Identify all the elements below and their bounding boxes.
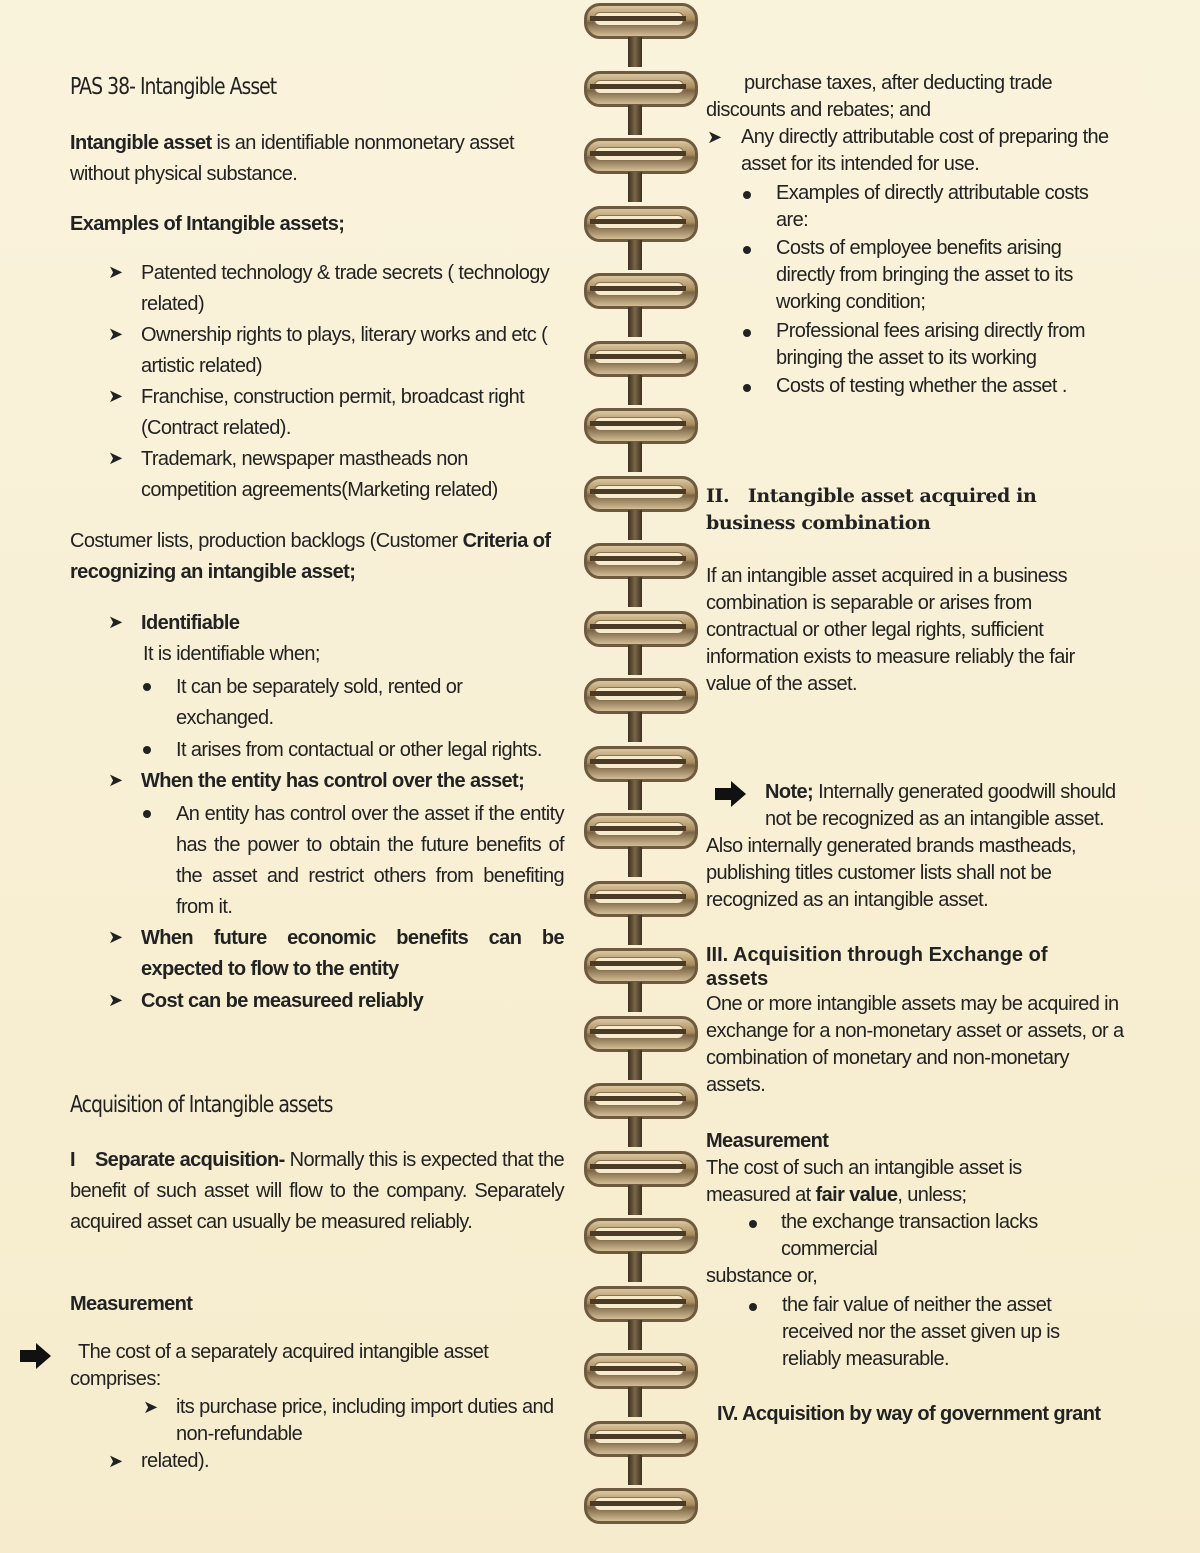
spiral-coil <box>584 813 696 847</box>
section-2-title: Intangible asset acquired in business combination <box>706 485 1037 534</box>
spiral-coil <box>584 611 696 645</box>
spiral-coil <box>584 1151 696 1185</box>
spiral-post <box>628 240 642 270</box>
section-number: II. <box>706 485 730 507</box>
measurement-text-a: The cost of such an intangible asset is measured at <box>706 1157 1022 1206</box>
spiral-coil <box>584 273 696 307</box>
list-item: Professional fees arising directly from bringing the asset to its working <box>776 320 1085 369</box>
spiral-post <box>628 510 642 540</box>
spiral-coil <box>584 3 696 37</box>
spiral-coil <box>584 206 696 240</box>
control-text: An entity has control over the asset if the entity has the power to obtain the future benefits of the asset and restrict others from benefiting from it. <box>176 803 564 918</box>
examples-heading: Examples of Intangible assets; <box>70 213 345 235</box>
list-item: the exchange transaction lacks commercial <box>781 1211 1038 1260</box>
cost-text: The cost of a separately acquired intangible asset comprises: <box>70 1341 489 1390</box>
spiral-post <box>628 645 642 675</box>
spiral-coil <box>584 341 696 375</box>
section-2-heading <box>706 483 1126 537</box>
arrow-bullet-icon: ➤ <box>108 990 124 1010</box>
section-number: I <box>70 1149 75 1171</box>
arrow-bullet-icon: ➤ <box>108 262 124 282</box>
bullet-dot-icon <box>143 810 151 818</box>
cost-heading: Cost can be measureed reliably <box>141 990 424 1012</box>
control-heading: When the entity has control over the asset; <box>141 770 525 792</box>
bullet-dot-icon <box>749 1220 757 1228</box>
spiral-post <box>628 375 642 405</box>
spiral-post <box>628 1117 642 1147</box>
spiral-post <box>628 712 642 742</box>
spiral-coil <box>584 1488 696 1522</box>
spiral-post <box>628 172 642 202</box>
arrow-bullet-icon: ➤ <box>108 612 124 632</box>
section-3-text: One or more intangible assets may be acquired in exchange for a non-monetary asset or assets, or a combination of monetary and non-monetary assets. <box>706 993 1124 1096</box>
substance-text: substance or, <box>706 1265 818 1287</box>
list-item: Franchise, construction permit, broadcast right (Contract related). <box>141 386 525 439</box>
section-4-heading: IV. Acquisition by way of government grant <box>717 1403 1101 1425</box>
spiral-post <box>628 1320 642 1350</box>
purchase-taxes: purchase taxes, after deducting trade discounts and rebates; and <box>706 72 1053 121</box>
arrow-bullet-icon: ➤ <box>108 770 124 790</box>
definition <box>70 128 550 190</box>
related-text: related). <box>141 1450 209 1472</box>
spiral-coil <box>584 408 696 442</box>
list-item: Patented technology & trade secrets ( technology related) <box>141 262 550 315</box>
arrow-bullet-icon: ➤ <box>108 324 124 344</box>
bullet-dot-icon <box>143 746 151 754</box>
measurement-heading-2: Measurement <box>706 1130 829 1152</box>
right-arrow-icon <box>18 1342 52 1370</box>
purchase-price: its purchase price, including import duties and non-refundable <box>176 1396 554 1445</box>
separate-heading: Separate acquisition- <box>94 1149 285 1171</box>
criteria-heading: Criteria of recognizing an intangible asset; <box>70 530 551 583</box>
spiral-coil <box>584 476 696 510</box>
measurement-heading: Measurement <box>70 1293 193 1315</box>
spiral-coil <box>584 1421 696 1455</box>
arrow-bullet-icon: ➤ <box>143 1397 159 1417</box>
bullet-dot-icon <box>749 1303 757 1311</box>
spiral-post <box>628 307 642 337</box>
spiral-post <box>628 1252 642 1282</box>
acquisition-title: Acquisition of Intangible assets <box>70 1092 333 1118</box>
note-text: Internally generated goodwill should not be recognized as an intangible asset. <box>765 781 1116 830</box>
spiral-post <box>628 915 642 945</box>
attributable-cost: Any directly attributable cost of preparing the asset for its intended for use. <box>741 126 1109 175</box>
arrow-bullet-icon: ➤ <box>108 386 124 406</box>
note-text-2: Also internally generated brands mastheads, publishing titles customer lists shall not be recognized as an intangible asset. <box>706 835 1076 911</box>
spiral-post <box>628 780 642 810</box>
separate-text: Normally this is expected that the benefit of such asset will flow to the company. Separately acquired asset can usually be measured reliably. <box>70 1149 564 1233</box>
spiral-post <box>628 37 642 67</box>
spiral-coil <box>584 1353 696 1387</box>
definition-term: Intangible asset <box>70 132 212 154</box>
future-benefits-heading: When future economic benefits can be expected to flow to the entity <box>141 927 564 980</box>
bullet-dot-icon <box>143 683 151 691</box>
list-item: Ownership rights to plays, literary works and etc ( artistic related) <box>141 324 548 377</box>
spiral-coil <box>584 71 696 105</box>
measurement-text-b: , unless; <box>897 1184 967 1206</box>
bullet-dot-icon <box>743 191 751 199</box>
spiral-coil <box>584 1286 696 1320</box>
criteria-paragraph <box>70 526 560 588</box>
spiral-binding <box>580 0 700 1553</box>
spiral-coil <box>584 746 696 780</box>
list-item: Examples of directly attributable costs are: <box>776 182 1089 231</box>
spiral-coil <box>584 1016 696 1050</box>
spiral-coil <box>584 1083 696 1117</box>
spiral-coil <box>584 138 696 172</box>
spiral-coil <box>584 948 696 982</box>
identifiable-heading: Identifiable <box>141 612 240 634</box>
spiral-coil <box>584 543 696 577</box>
list-item: It can be separately sold, rented or exchanged. <box>176 676 463 729</box>
spiral-post <box>628 1050 642 1080</box>
measurement-text <box>706 1155 1066 1209</box>
spiral-coil <box>584 881 696 915</box>
spiral-post <box>628 1387 642 1417</box>
separate-acquisition <box>70 1145 564 1238</box>
bullet-dot-icon <box>743 246 751 254</box>
right-arrow-icon <box>713 780 747 808</box>
bullet-dot-icon <box>743 329 751 337</box>
note-label: Note; <box>765 781 814 803</box>
identifiable-when: It is identifiable when; <box>143 643 320 665</box>
page-title: PAS 38- Intangible Asset <box>70 74 277 100</box>
section-2-text: If an intangible asset acquired in a business combination is separable or arises from contractual or other legal rights, sufficient information exists to measure reliably the fair value of the asset. <box>706 565 1075 695</box>
spiral-post <box>628 1455 642 1485</box>
spiral-coil <box>584 678 696 712</box>
spiral-post <box>628 442 642 472</box>
arrow-bullet-icon: ➤ <box>108 927 124 947</box>
list-item: Costs of employee benefits arising directly from bringing the asset to its working condition; <box>776 237 1073 313</box>
bullet-dot-icon <box>743 384 751 392</box>
list-item: It arises from contactual or other legal rights. <box>176 739 542 761</box>
section-3-heading: III. Acquisition through Exchange of assets <box>706 944 1048 990</box>
list-item: Trademark, newspaper mastheads non competition agreements(Marketing related) <box>141 448 498 501</box>
list-item: Costs of testing whether the asset . <box>776 375 1067 397</box>
arrow-bullet-icon: ➤ <box>108 448 124 468</box>
arrow-bullet-icon: ➤ <box>108 1451 124 1471</box>
spiral-coil <box>584 1218 696 1252</box>
customer-text: Costumer lists, production backlogs (Customer <box>70 530 463 552</box>
list-item: the fair value of neither the asset received nor the asset given up is reliably measurable. <box>782 1294 1060 1370</box>
spiral-post <box>628 847 642 877</box>
definition-text: is an identifiable nonmonetary asset without physical substance. <box>70 132 515 185</box>
fair-value: fair value <box>815 1184 898 1206</box>
spiral-post <box>628 105 642 135</box>
spiral-post <box>628 577 642 607</box>
arrow-bullet-icon: ➤ <box>707 127 723 147</box>
note <box>765 779 1145 833</box>
spiral-post <box>628 982 642 1012</box>
spiral-post <box>628 1185 642 1215</box>
